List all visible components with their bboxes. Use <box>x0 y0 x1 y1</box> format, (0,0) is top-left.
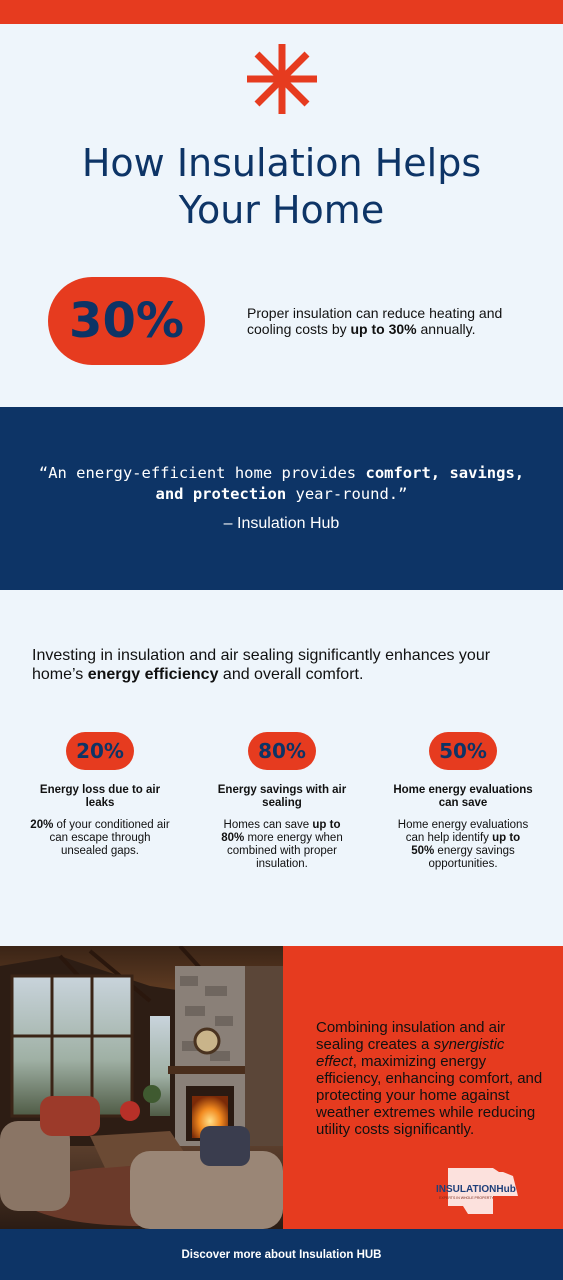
quote-section <box>0 407 563 590</box>
insulation-hub-logo <box>433 1166 533 1216</box>
quote-text: “An energy-efficient home provides comfort, savings, and protection year-round.” <box>38 464 525 503</box>
logo-tagline: EXPERTS IN WHOLE PROPERTY <box>439 1196 494 1200</box>
stat-badge: 20% <box>66 732 134 770</box>
stat-card-evaluations <box>393 732 533 871</box>
stat-heading: Home energy evaluations can save <box>393 784 533 809</box>
stat-badge: 50% <box>429 732 497 770</box>
title-line-2: Your Home <box>178 188 385 232</box>
quote-author: – Insulation Hub <box>223 515 340 532</box>
footer-bar <box>0 1229 563 1280</box>
stat-card-air-sealing <box>212 732 352 871</box>
asterisk-icon <box>244 42 320 116</box>
synergy-panel <box>283 946 563 1229</box>
intro-paragraph: Investing in insulation and air sealing significantly enhances your home’s energy efficiency and overall comfort. <box>32 647 491 683</box>
stat-heading: Energy loss due to air leaks <box>39 784 161 809</box>
synergy-text: Combining insulation and air sealing creates a synergistic effect, maximizing energy efficiency, enhancing comfort, and protecting your home against weather extremes while reducing utility costs significantly. <box>316 1019 543 1138</box>
stat-body: Home energy evaluations can help identify up to 50% energy savings opportunities. <box>397 819 529 870</box>
logo-wordmark: INSULATIONHub <box>436 1184 516 1195</box>
living-room-fireplace-image <box>0 946 283 1229</box>
title-line-1: How Insulation Helps <box>81 141 482 185</box>
stat-body: 20% of your conditioned air can escape through unsealed gaps. <box>30 819 170 857</box>
stat-card-air-leaks <box>30 732 170 858</box>
stat-badge: 80% <box>248 732 316 770</box>
hero-stat-badge <box>48 277 205 365</box>
top-accent-bar <box>0 0 563 24</box>
hero-stat-value: 30% <box>69 293 184 349</box>
page-title <box>0 140 563 234</box>
hero-stat-description: Proper insulation can reduce heating and cooling costs by up to 30% annually. <box>247 305 503 337</box>
stat-heading: Energy savings with air sealing <box>217 784 347 809</box>
discover-more-link[interactable]: Discover more about Insulation HUB <box>181 1248 382 1261</box>
stat-body: Homes can save up to 80% more energy when combined with proper insulation. <box>221 819 343 870</box>
